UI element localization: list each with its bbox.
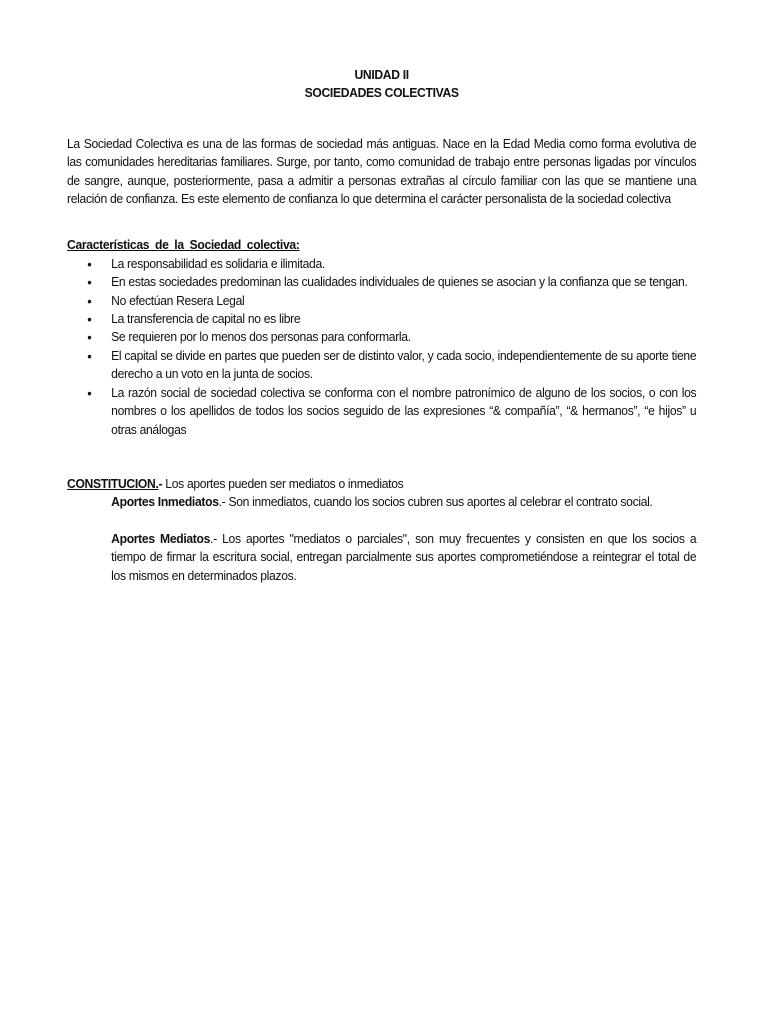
unit-heading: UNIDAD II bbox=[354, 67, 409, 82]
aportes-mediatos-text: .- Los aportes "mediatos o parciales", son muy frecuentes y consisten en que los socios a tiempo de firmar la escritura social, entregan parcialmente sus aportes comprometiéndose a reintegrar el total de los mismos en determinados plazos. bbox=[111, 530, 697, 583]
document-content bbox=[67, 66, 696, 585]
aportes-inmediatos-paragraph bbox=[67, 493, 696, 511]
list-item: • La razón social de sociedad colectiva se conforma con el nombre patronímico de alguno de los socios, o con los nombres o los apellidos de todos los socios seguido de las expresiones “& compañía”, “& hermanos”, “e hijos” u otras análogas bbox=[111, 384, 696, 439]
list-item: • El capital se divide en partes que pueden ser de distinto valor, y cada socio, independientemente de su aporte tiene derecho a un voto en la junta de socios. bbox=[111, 347, 696, 384]
aportes-mediatos-label: Aportes Mediatos bbox=[111, 530, 211, 546]
constitucion-text: Los aportes pueden ser mediatos o inmediatos bbox=[162, 475, 404, 491]
constitucion-dash: - bbox=[158, 475, 163, 491]
characteristics-list bbox=[67, 255, 696, 439]
aportes-inmediatos-label: Aportes Inmediatos bbox=[111, 494, 219, 510]
list-item: • En estas sociedades predominan las cualidades individuales de quienes se asocian y la confianza que se tengan. bbox=[111, 273, 696, 291]
list-item: • No efectúan Resera Legal bbox=[111, 292, 696, 310]
constitucion-line bbox=[67, 475, 696, 493]
list-item: • Se requieren por lo menos dos personas para conformarla. bbox=[111, 328, 696, 346]
document-title: SOCIEDADES COLECTIVAS bbox=[304, 85, 459, 101]
characteristics-heading: Características de la Sociedad colectiva: bbox=[67, 237, 300, 253]
list-item: • La responsabilidad es solidaria e ilimitada. bbox=[111, 255, 696, 273]
aportes-mediatos-paragraph bbox=[67, 530, 696, 585]
list-item: • La transferencia de capital no es libre bbox=[111, 310, 696, 328]
constitucion-heading: CONSTITUCION. bbox=[67, 475, 159, 491]
intro-paragraph: La Sociedad Colectiva es una de las formas de sociedad más antiguas. Nace en la Edad Media como forma evolutiva de las comunidades hereditarias familiares. Surge, por tanto, como comunidad de trabajo entre personas ligadas por vínculos de sangre, aunque, posteriormente, pasa a admitir a personas extrañas al círculo familiar con las que se mantiene una relación de confianza. Es este elemento de confianza lo que determina el carácter personalista de la sociedad colectiva bbox=[67, 135, 697, 207]
aportes-inmediatos-text: .- Son inmediatos, cuando los socios cubren sus aportes al celebrar el contrato social. bbox=[218, 494, 653, 510]
